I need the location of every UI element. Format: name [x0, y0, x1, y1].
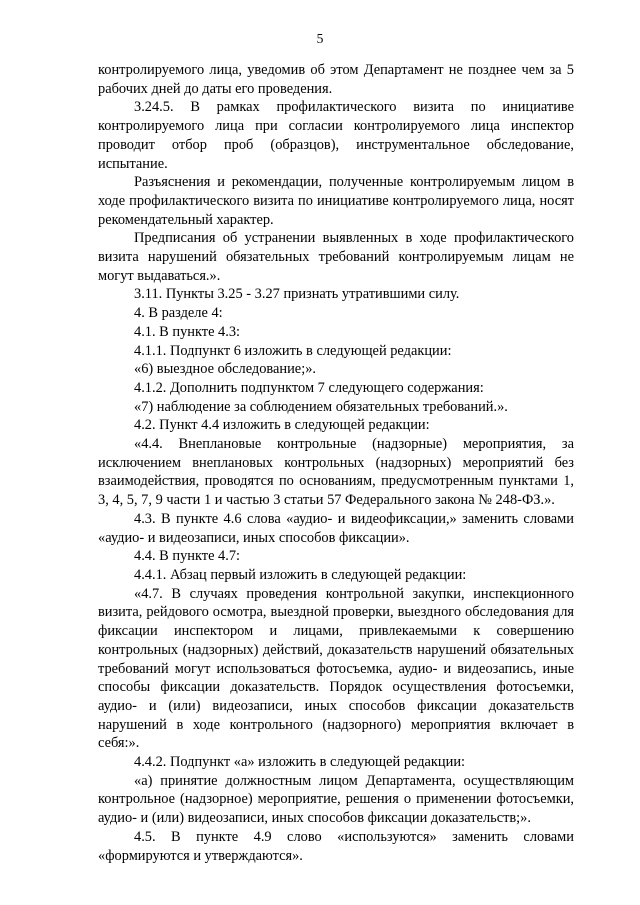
paragraph: «а) принятие должностным лицом Департамента, осуществляющим контрольное (надзорное) мероприятие, решения о применении фотосъемки, аудио- и (или) видеозаписи, иных способов фиксации доказательств;». [98, 772, 574, 827]
paragraph: 4.1.1. Подпункт 6 изложить в следующей редакции: [134, 342, 452, 359]
paragraph: 4.1.2. Дополнить подпунктом 7 следующего содержания: [134, 379, 484, 396]
paragraph: 4.3. В пункте 4.6 слова «аудио- и видеофиксации,» заменить словами «аудио- и видеозаписи, иных способов фиксации». [98, 510, 574, 546]
paragraph: 4.5. В пункте 4.9 слово «используются» заменить словами «формируются и утверждаются». [98, 828, 574, 864]
paragraph: «4.4. Внеплановые контрольные (надзорные) мероприятия, за исключением внеплановых контрольных (надзорных) мероприятий без взаимодействия, проводятся по основаниям, предусмотренным пунктами 1, 3, 4, 5, 7, 9 части 1 и частью 3 статьи 57 Федерального закона № 248-ФЗ.». [98, 436, 574, 509]
paragraph: 4.4. В пункте 4.7: [134, 548, 241, 565]
paragraph: «6) выездное обследование;». [134, 361, 316, 378]
page-number: 5 [316, 31, 324, 46]
paragraph: Предписания об устранении выявленных в ходе профилактического визита нарушений обязательных требований контролируемым лицам не могут выдаваться.». [98, 230, 574, 284]
paragraph: «4.7. В случаях проведения контрольной закупки, инспекционного визита, рейдового осмотра, выездной проверки, выездного обследования для фиксации инспектором и лицами, привлекаемыми к совершению контрольных (надзорных) действий, доказательств нарушений обязательных требований могут использоваться фотосъемка, аудио- и видеозапись, иные способы фиксации доказательств. Порядок осуществления фотосъемки, аудио- и (или) видеозаписи, иных способов фиксации доказательств нарушений в ходе контрольного (надзорного) мероприятия включает в себя:». [98, 585, 574, 752]
document-body [98, 61, 574, 865]
paragraph: 4.2. Пункт 4.4 изложить в следующей редакции: [134, 417, 430, 434]
paragraph: 4. В разделе 4: [134, 305, 223, 322]
paragraph: контролируемого лица, уведомив об этом Департамент не позднее чем за 5 рабочих дней до даты его проведения. [98, 62, 574, 97]
paragraph: 3.11. Пункты 3.25 - 3.27 признать утратившими силу. [134, 286, 460, 303]
paragraph: 4.4.1. Абзац первый изложить в следующей редакции: [134, 566, 467, 583]
paragraph: 4.4.2. Подпункт «а» изложить в следующей редакции: [134, 754, 466, 771]
paragraph: «7) наблюдение за соблюдением обязательных требований.». [134, 398, 508, 415]
paragraph: Разъяснения и рекомендации, полученные контролируемым лицом в ходе профилактического визита по инициативе контролируемого лица, носят рекомендательный характер. [98, 174, 574, 228]
paragraph: 4.1. В пункте 4.3: [134, 323, 241, 340]
paragraph: 3.24.5. В рамках профилактического визита по инициативе контролируемого лица при согласии контролируемого лица инспектор проводит отбор проб (образцов), инструментальное обследование, испытание. [98, 99, 574, 172]
